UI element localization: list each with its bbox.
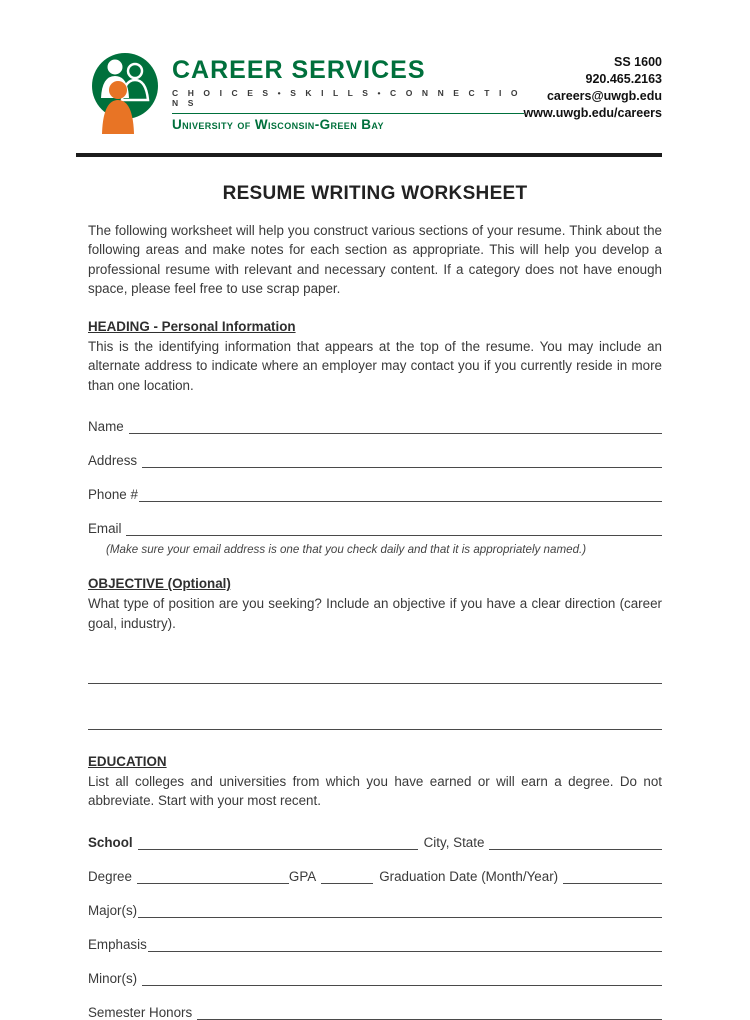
objective-blank-line-1: [88, 669, 662, 684]
logo-tagline: C H O I C E S • S K I L L S • C O N N E C T I O N S: [172, 87, 522, 108]
contact-room: SS 1600: [614, 55, 662, 69]
education-description: List all colleges and universities from which you have earned or will earn a degree. Do not abbreviate. Start with your most recent.: [88, 773, 662, 809]
phone-blank-line: [139, 488, 662, 502]
name-field-label: Name: [88, 419, 124, 435]
majors-field-label: Major(s): [88, 902, 138, 918]
contact-website: www.uwgb.edu/careers: [523, 106, 662, 120]
majors-field-row: [88, 903, 662, 918]
school-field-row: [88, 835, 662, 850]
heading-description: This is the identifying information that appears at the top of the resume. You may include an alternate address to indicate where an employer may contact you if you currently reside in more than one location.: [88, 338, 662, 393]
section-title-education: EDUCATION: [88, 753, 167, 769]
emphasis-field-label: Emphasis: [88, 936, 147, 952]
gpa-blank-line: [321, 870, 373, 884]
intro-paragraph: The following worksheet will help you construct various sections of your resume. Think about the following areas and make notes for each section as appropriate. This will help you develop a professional resume with relevant and necessary content. If a category does not have enough space, please feel free to use scrap paper.: [88, 223, 662, 297]
city-state-field-label: City, State: [423, 834, 485, 850]
section-title-heading: HEADING - Personal Information: [88, 318, 296, 334]
phone-field-row: [88, 487, 662, 502]
career-services-logo: [88, 50, 524, 139]
page-header: [88, 0, 662, 139]
objective-blank-line-2: [88, 715, 662, 730]
logo-university-name: University of Wisconsin-Green Bay: [172, 113, 524, 132]
gpa-field-label: GPA: [288, 868, 317, 884]
minors-field-label: Minor(s): [88, 970, 138, 986]
address-field-label: Address: [88, 453, 138, 469]
minors-blank-line: [142, 972, 662, 986]
school-blank-line: [138, 836, 418, 850]
address-field-row: [88, 453, 662, 468]
address-blank-line: [142, 454, 662, 468]
name-blank-line: [129, 420, 662, 434]
semester-honors-field-label: Semester Honors: [88, 1004, 193, 1020]
degree-blank-line: [137, 870, 289, 884]
logo-title: CAREER SERVICES: [172, 56, 426, 85]
people-logo-icon: [88, 50, 162, 139]
objective-description: What type of position are you seeking? Include an objective if you have a clear direction (career goal, industry).: [88, 596, 662, 631]
phone-field-label: Phone #: [88, 487, 138, 503]
header-divider-rule: [76, 153, 662, 157]
email-note: (Make sure your email address is one that you check daily and that it is appropriately named.): [106, 543, 587, 557]
page-title: RESUME WRITING WORKSHEET: [222, 183, 528, 204]
contact-phone: 920.465.2163: [585, 72, 662, 86]
graduation-date-field-label: Graduation Date (Month/Year): [379, 868, 559, 884]
contact-info-block: [524, 50, 662, 122]
minors-field-row: [88, 971, 662, 986]
logo-text-block: [172, 57, 524, 131]
degree-field-label: Degree: [88, 868, 132, 884]
emphasis-field-row: [88, 937, 662, 952]
section-title-objective: OBJECTIVE (Optional): [88, 576, 231, 592]
majors-blank-line: [138, 904, 662, 918]
graduation-date-blank-line: [563, 870, 662, 884]
semester-honors-blank-line: [197, 1006, 662, 1020]
name-field-row: [88, 419, 662, 434]
school-field-label: School: [88, 834, 133, 850]
city-state-blank-line: [489, 836, 662, 850]
degree-field-row: [88, 869, 662, 884]
contact-email: careers@uwgb.edu: [546, 89, 662, 103]
email-field-row: [88, 521, 662, 536]
semester-honors-field-row: [88, 1005, 662, 1020]
email-blank-line: [126, 522, 662, 536]
emphasis-blank-line: [148, 938, 662, 952]
email-field-label: Email: [88, 521, 122, 537]
